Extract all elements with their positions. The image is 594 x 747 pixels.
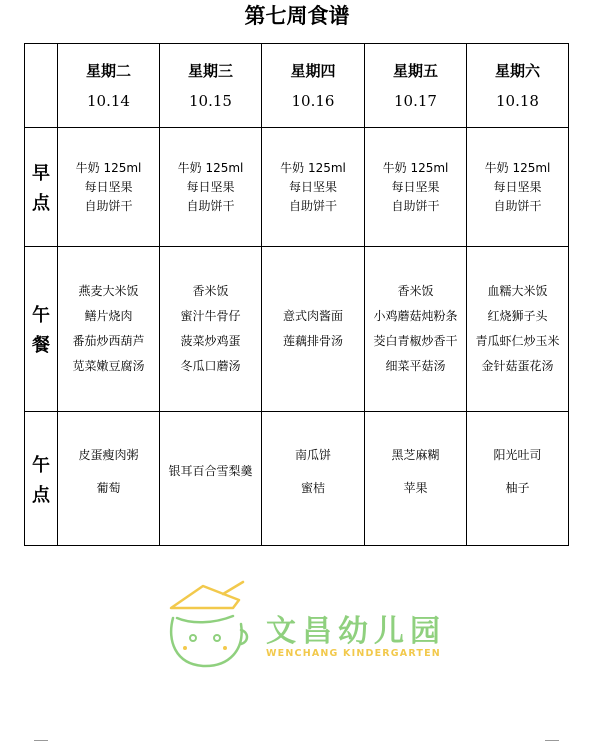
day-date: 10.18 [496, 91, 539, 110]
menu-item: 青瓜虾仁炒玉米 [475, 334, 560, 348]
logo-name-en: WENCHANG KINDERGARTEN [266, 648, 441, 659]
menu-cell [160, 128, 262, 247]
menu-item: 菠菜炒鸡蛋 [180, 334, 241, 348]
menu-item: 牛奶 125ml [75, 160, 142, 175]
menu-cell [160, 247, 262, 412]
label-char: 点 [32, 193, 50, 214]
day-header [58, 44, 160, 128]
menu-item: 牛奶 125ml [177, 160, 244, 175]
day-date: 10.14 [87, 91, 130, 110]
menu-item: 牛奶 125ml [484, 160, 551, 175]
label-char: 早 [32, 163, 50, 184]
menu-item: 苋菜嫩豆腐汤 [72, 359, 145, 373]
menu-item: 血糯大米饭 [487, 284, 548, 298]
menu-item: 番茄炒西葫芦 [72, 334, 145, 348]
menu-item: 香米饭 [192, 284, 229, 298]
menu-item: 葡萄 [96, 480, 121, 495]
meal-label-breakfast [25, 128, 58, 247]
corner-cell [25, 44, 58, 128]
menu-item: 冬瓜口蘑汤 [180, 359, 241, 373]
day-date: 10.15 [189, 91, 232, 110]
label-char: 午 [32, 305, 50, 326]
day-name: 星期六 [494, 61, 540, 80]
day-name: 星期四 [290, 61, 336, 80]
menu-item: 意式肉酱面 [282, 309, 343, 323]
menu-item: 蜜汁牛骨仔 [180, 309, 241, 323]
label-char: 餐 [32, 335, 50, 356]
menu-item: 香米饭 [397, 284, 434, 298]
logo-name-cn: 文昌幼儿园 [266, 614, 446, 649]
menu-cell [262, 247, 365, 412]
day-name: 星期二 [85, 61, 131, 80]
menu-item: 茭白青椒炒香干 [373, 334, 458, 348]
menu-cell [467, 412, 569, 546]
page-title: 第七周食谱 [244, 3, 350, 28]
meal-label-afternoon-snack [25, 412, 58, 546]
menu-cell [365, 128, 467, 247]
menu-item: 自助饼干 [391, 198, 440, 213]
meal-label-lunch [25, 247, 58, 412]
menu-item: 莲藕排骨汤 [282, 334, 343, 348]
menu-item: 鳝片烧肉 [84, 309, 133, 323]
label-char: 午 [32, 454, 50, 476]
menu-cell [58, 128, 160, 247]
day-header [365, 44, 467, 128]
menu-item: 金针菇蛋花汤 [481, 359, 554, 373]
menu-cell [58, 412, 160, 546]
menu-item: 每日坚果 [391, 179, 440, 194]
day-header [262, 44, 365, 128]
menu-item: 南瓜饼 [294, 447, 331, 462]
day-header [160, 44, 262, 128]
menu-item: 牛奶 125ml [382, 160, 449, 175]
menu-item: 自助饼干 [493, 198, 542, 213]
menu-item: 牛奶 125ml [280, 160, 346, 175]
menu-item: 蜜桔 [300, 480, 325, 495]
menu-item: 苹果 [403, 480, 428, 495]
menu-item: 阳光吐司 [493, 447, 542, 462]
menu-item: 红烧狮子头 [487, 309, 548, 323]
child-face-logo-icon [163, 578, 253, 673]
menu-item: 柚子 [505, 480, 530, 495]
menu-cell [262, 412, 365, 546]
page-corner-mark [34, 740, 48, 741]
menu-item: 银耳百合雪梨羹 [168, 464, 253, 478]
menu-cell [58, 247, 160, 412]
menu-item: 每日坚果 [493, 179, 542, 194]
day-name: 星期三 [187, 61, 233, 80]
menu-item: 细菜平菇汤 [385, 359, 446, 373]
menu-cell [467, 247, 569, 412]
day-name: 星期五 [392, 61, 438, 80]
page-corner-mark [545, 740, 559, 741]
menu-item: 自助饼干 [186, 198, 235, 213]
day-header [467, 44, 569, 128]
menu-item: 黑芝麻糊 [391, 447, 440, 462]
menu-cell [365, 412, 467, 546]
menu-cell [262, 128, 365, 247]
menu-item: 每日坚果 [186, 179, 235, 194]
menu-item: 皮蛋瘦肉粥 [78, 447, 139, 462]
menu-cell [365, 247, 467, 412]
kindergarten-logo [163, 578, 453, 678]
menu-item: 燕麦大米饭 [78, 284, 139, 298]
menu-item: 自助饼干 [288, 198, 337, 213]
lunch-row [25, 247, 569, 412]
day-date: 10.17 [394, 91, 437, 110]
label-char: 点 [32, 484, 50, 506]
menu-item: 自助饼干 [84, 198, 133, 213]
afternoon-snack-row [25, 412, 569, 546]
menu-cell [160, 412, 262, 546]
breakfast-row [25, 128, 569, 247]
header-row [25, 44, 569, 128]
menu-item: 每日坚果 [288, 179, 337, 194]
day-date: 10.16 [291, 91, 335, 110]
menu-item: 每日坚果 [84, 179, 133, 194]
menu-cell [467, 128, 569, 247]
weekly-menu-table [24, 43, 569, 546]
menu-item: 小鸡蘑菇炖粉条 [373, 309, 458, 323]
